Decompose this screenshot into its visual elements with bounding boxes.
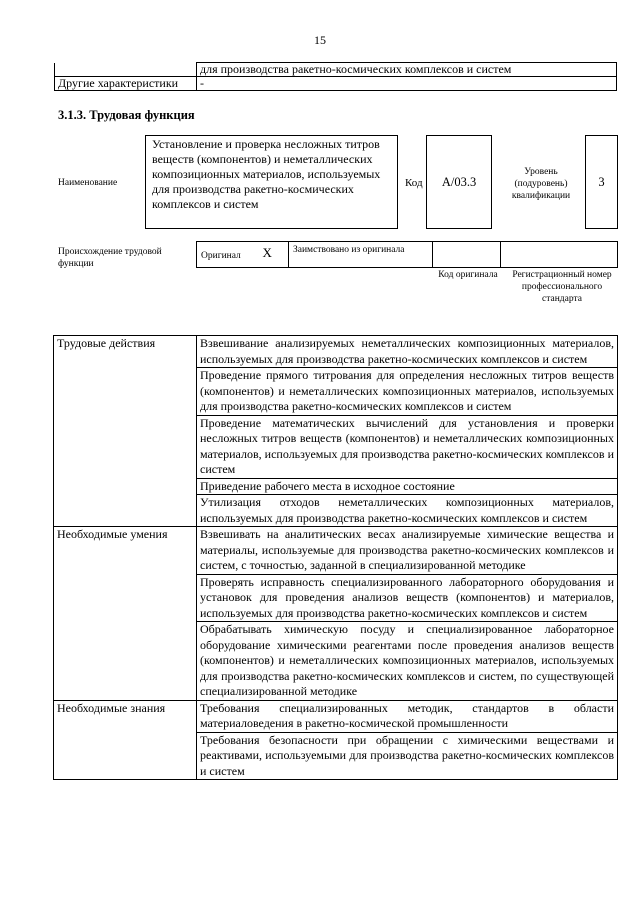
code-value-box: А/03.3 bbox=[426, 135, 492, 229]
table-cell: Приведение рабочего места в исходное состояние bbox=[197, 478, 618, 495]
registration-number-cell bbox=[501, 242, 618, 268]
borrowed-label: Заимствовано из оригинала bbox=[289, 242, 433, 268]
category-required-knowledge: Необходимые знания bbox=[54, 700, 197, 780]
table-cell: Требования безопасности при обращении с химическими веществами и реактивами, используемыми для производства ракетно-космических комплексов и систем bbox=[197, 732, 618, 780]
other-characteristics-label: Другие характеристики bbox=[55, 77, 197, 91]
table-cell: Взвешивание анализируемых неметаллических композиционных материалов, используемых для производства ракетно-космических комплексов и систем bbox=[197, 336, 618, 368]
table-cell: Взвешивать на аналитических весах анализируемые химические вещества и материалы, используемые для производства ракетно-космических комплексов и систем, с точностью, заданной в специализированной методике bbox=[197, 527, 618, 575]
other-characteristics-value: - bbox=[197, 77, 617, 91]
qualification-level-box: 3 bbox=[585, 135, 618, 229]
page-number: 15 bbox=[314, 33, 326, 47]
continuation-table bbox=[54, 62, 617, 91]
table-row bbox=[55, 63, 617, 77]
origin-label: Происхождение трудовой функции bbox=[58, 247, 162, 269]
original-label: Оригинал bbox=[197, 242, 259, 268]
table-row bbox=[54, 700, 618, 732]
table-row bbox=[54, 527, 618, 575]
name-label: Наименование bbox=[58, 178, 118, 188]
table-row bbox=[54, 336, 618, 368]
table-cell: Обрабатывать химическую посуду и специализированное лабораторное оборудование химическими реагентами после проведения анализов веществ (компонентов) и неметаллических композиционных материалов, используемых для производства ракетно-космических комплексов и систем, по существующей специализированной методике bbox=[197, 622, 618, 701]
table-cell: Проверять исправность специализированного лабораторного оборудования и установок для проведения анализов веществ (компонентов) и материалов, используемых для производства ракетно-космических комплексов и систем bbox=[197, 574, 618, 622]
registration-number-caption: Регистрационный номер профессионального стандарта bbox=[512, 270, 612, 304]
table-row bbox=[197, 242, 618, 268]
continued-cell: для производства ракетно-космических комплексов и систем bbox=[197, 63, 617, 77]
labor-function-table bbox=[53, 335, 618, 780]
original-code-cell bbox=[433, 242, 501, 268]
table-row bbox=[55, 77, 617, 91]
category-labor-actions: Трудовые действия bbox=[54, 336, 197, 527]
original-mark: X bbox=[259, 242, 289, 268]
table-cell: Утилизация отходов неметаллических композиционных материалов, используемых для производства ракетно-космических комплексов и систем bbox=[197, 495, 618, 527]
table-cell: Проведение математических вычислений для установления и проверки несложных титров веществ (компонентов) и неметаллических композиционных материалов, используемых для производства ракетно-космических комплексов и систем bbox=[197, 415, 618, 478]
function-name-box: Установление и проверка несложных титров веществ (компонентов) и неметаллических композиционных материалов, используемых для производства ракетно-космических комплексов и систем bbox=[145, 135, 398, 229]
empty-cell bbox=[55, 63, 197, 77]
section-title: 3.1.3. Трудовая функция bbox=[58, 108, 195, 122]
table-cell: Требования специализированных методик, стандартов в области материаловедения в ракетно-космической промышленности bbox=[197, 700, 618, 732]
category-required-skills: Необходимые умения bbox=[54, 527, 197, 701]
origin-table bbox=[196, 241, 618, 268]
original-code-caption: Код оригинала bbox=[438, 270, 498, 280]
table-cell: Проведение прямого титрования для определения несложных титров веществ (компонентов) и неметаллических композиционных материалов, используемых для производства ракетно-космических комплексов и систем bbox=[197, 368, 618, 416]
qualification-level-label: Уровень (подуровень) квалификации bbox=[511, 167, 571, 201]
code-label: Код bbox=[405, 177, 423, 189]
